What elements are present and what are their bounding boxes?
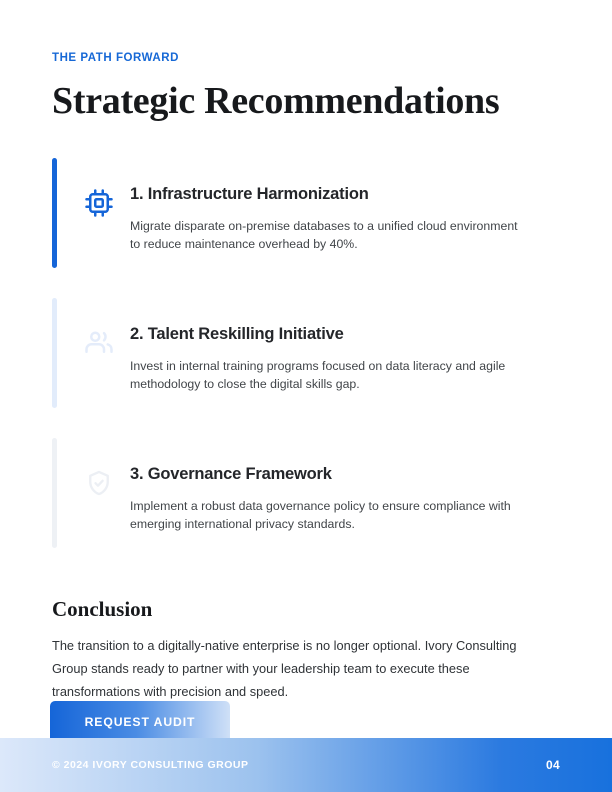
shield-check-icon bbox=[82, 466, 116, 500]
card-title: 1. Infrastructure Harmonization bbox=[130, 185, 369, 203]
card-body bbox=[130, 298, 564, 394]
card-description: Migrate disparate on-premise databases to a unified cloud environment to reduce maintenance overhead by 40%. bbox=[130, 218, 518, 252]
card-description: Implement a robust data governance policy to ensure compliance with emerging international privacy standards. bbox=[130, 498, 511, 532]
cpu-chip-icon bbox=[82, 186, 116, 220]
recommendation-card bbox=[52, 438, 564, 548]
conclusion-section bbox=[52, 597, 552, 703]
recommendation-card bbox=[52, 158, 564, 268]
page-header bbox=[52, 52, 564, 122]
conclusion-text: The transition to a digitally-native enterprise is no longer optional. Ivory Consulting Group stands ready to partner with your leadership team to execute these transformations with precision and speed. bbox=[52, 638, 517, 699]
footer-copyright: © 2024 IVORY CONSULTING GROUP bbox=[52, 759, 249, 771]
page-footer bbox=[0, 738, 612, 792]
accent-bar bbox=[52, 298, 57, 408]
card-body bbox=[130, 158, 564, 254]
users-icon bbox=[82, 326, 116, 360]
card-title: 3. Governance Framework bbox=[130, 465, 332, 483]
recommendation-card bbox=[52, 298, 564, 408]
section-eyebrow: THE PATH FORWARD bbox=[52, 52, 179, 64]
request-audit-button[interactable]: REQUEST AUDIT bbox=[50, 701, 230, 743]
conclusion-title: Conclusion bbox=[52, 597, 153, 621]
card-title: 2. Talent Reskilling Initiative bbox=[130, 325, 344, 343]
accent-bar bbox=[52, 158, 57, 268]
card-body bbox=[130, 438, 564, 534]
page-title: Strategic Recommendations bbox=[52, 79, 500, 122]
card-description: Invest in internal training programs focused on data literacy and agile methodology to close the digital skills gap. bbox=[130, 358, 506, 392]
accent-bar bbox=[52, 438, 57, 548]
recommendations-list bbox=[52, 158, 564, 548]
page-number: 04 bbox=[546, 758, 560, 772]
